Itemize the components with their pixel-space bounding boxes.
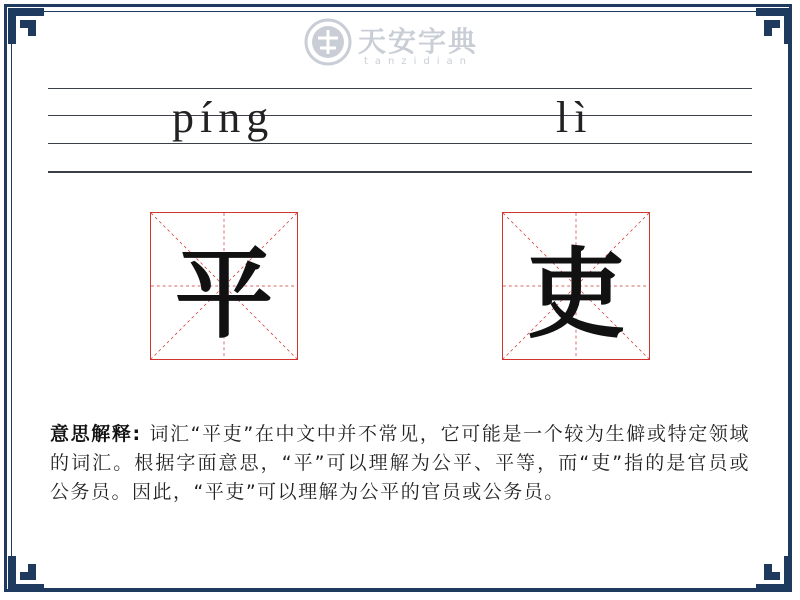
character-grid-second xyxy=(502,212,650,360)
site-logo xyxy=(300,14,500,72)
corner-ornament-icon xyxy=(754,554,794,594)
ruled-line xyxy=(48,88,752,89)
corner-ornament-icon xyxy=(6,6,46,46)
corner-ornament-icon xyxy=(6,554,46,594)
character-grid-first xyxy=(150,212,298,360)
hanzi-first: 平 xyxy=(174,237,273,352)
pinyin-second: lì xyxy=(556,93,593,142)
meaning-paragraph xyxy=(50,420,750,507)
pinyin-ruled-lines xyxy=(48,88,752,172)
seal-icon xyxy=(304,18,352,66)
meaning-text: 词汇“平吏”在中文中并不常见，它可能是一个较为生僻或特定领域的词汇。根据字面意思，“平”可以理解为公平、平等，而“吏”指的是官员或公务员。因此，“平吏”可以理解为公平的官员或公务员。 xyxy=(50,423,750,503)
logo-name: 天安字典 xyxy=(358,25,479,58)
logo-subtitle: tanzidian xyxy=(364,56,474,67)
pinyin-first: píng xyxy=(172,93,275,142)
hanzi-second: 吏 xyxy=(526,237,625,352)
ruled-line xyxy=(48,143,752,144)
ruled-line xyxy=(48,115,752,116)
ruled-line xyxy=(48,171,752,173)
corner-ornament-icon xyxy=(754,6,794,46)
meaning-label: 意思解释: xyxy=(50,423,142,445)
